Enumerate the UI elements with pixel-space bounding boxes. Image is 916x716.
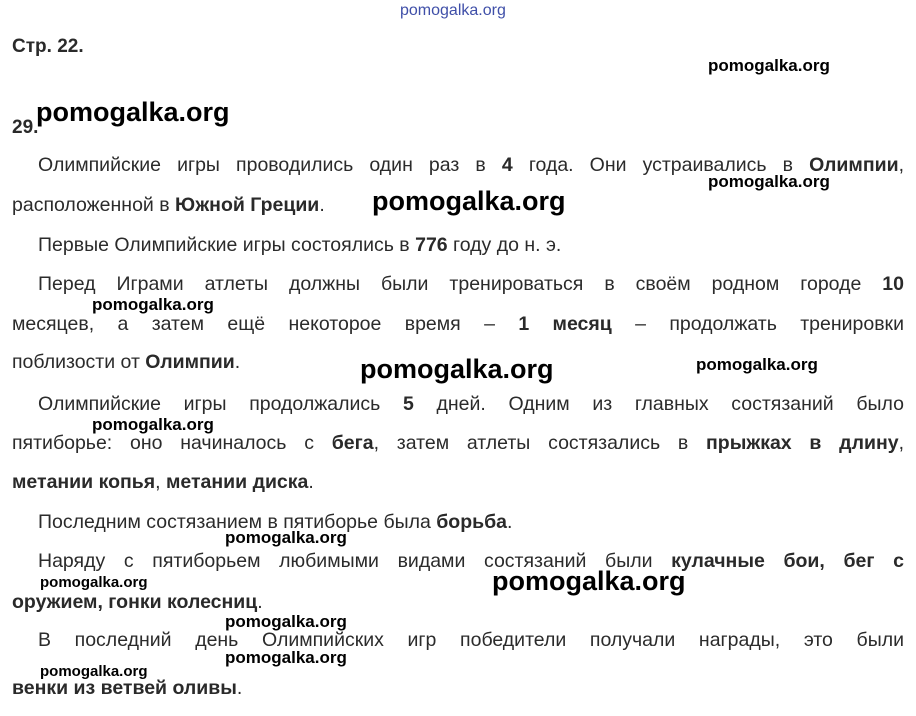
text: года. Они устраивались в bbox=[512, 154, 810, 176]
watermark: pomogalka.org bbox=[708, 56, 830, 75]
text: – продолжать тренировки bbox=[611, 313, 904, 335]
paragraph-4-line-3 bbox=[12, 470, 904, 494]
paragraph-4-line-1 bbox=[12, 392, 904, 416]
paragraph-7-line-2 bbox=[12, 676, 904, 700]
paragraph-7-line-1 bbox=[12, 628, 904, 652]
watermark-large: pomogalka.org bbox=[360, 354, 554, 384]
text: Наряду с пятиборьем любимыми видами состязаний были bbox=[38, 550, 672, 572]
watermark: pomogalka.org bbox=[40, 574, 148, 591]
bold-text: бега bbox=[331, 432, 374, 454]
paragraph-5 bbox=[12, 510, 904, 534]
text: . bbox=[308, 471, 314, 493]
text: Олимпийские игры продолжались bbox=[38, 393, 403, 415]
bold-text: Южной Греции bbox=[175, 194, 320, 216]
paragraph-1-line-2 bbox=[12, 193, 904, 217]
bold-text: 1 месяц bbox=[518, 313, 612, 335]
watermark: pomogalka.org bbox=[40, 663, 148, 680]
text: поблизости от bbox=[12, 351, 146, 373]
paragraph-4-line-2 bbox=[12, 431, 904, 455]
watermark: pomogalka.org bbox=[92, 295, 214, 314]
text: Олимпийские игры проводились один раз в bbox=[38, 154, 502, 176]
bold-text: борьба bbox=[436, 511, 508, 533]
text: , bbox=[898, 154, 904, 176]
bold-text: венки из ветвей оливы bbox=[12, 677, 237, 699]
bold-text: 5 bbox=[402, 393, 414, 415]
text: дней. Одним из главных состязаний было bbox=[413, 393, 905, 415]
text: Последним состязанием в пятиборье была bbox=[38, 511, 437, 533]
paragraph-1-line-1 bbox=[12, 153, 904, 177]
paragraph-6-line-1 bbox=[12, 549, 904, 573]
watermark: pomogalka.org bbox=[225, 648, 347, 667]
paragraph-2 bbox=[12, 233, 904, 257]
text: году до н. э. bbox=[447, 234, 562, 256]
text: месяцев, а затем ещё некоторое время – bbox=[12, 313, 519, 335]
text: . bbox=[236, 677, 243, 699]
text: , bbox=[898, 432, 904, 454]
bold-text: метании диска bbox=[165, 471, 309, 493]
text: . bbox=[507, 511, 513, 533]
watermark-large: pomogalka.org bbox=[36, 97, 230, 127]
paragraph-3-line-3 bbox=[12, 350, 904, 374]
text: В последний день Олимпийских игр победители получали награды, это были bbox=[38, 629, 904, 651]
text: . bbox=[319, 194, 325, 216]
page-heading: Стр. 22. bbox=[12, 36, 84, 57]
watermark: pomogalka.org bbox=[696, 355, 818, 374]
text: . bbox=[257, 591, 263, 613]
task-number: 29. bbox=[12, 117, 39, 138]
bold-text: прыжках в длину bbox=[706, 432, 899, 454]
watermark-large: pomogalka.org bbox=[492, 566, 686, 596]
paragraph-3-line-2 bbox=[12, 312, 904, 336]
watermark: pomogalka.org bbox=[708, 172, 830, 191]
paragraph-3-line-1 bbox=[12, 272, 904, 296]
text: Первые Олимпийские игры состоялись в bbox=[38, 234, 416, 256]
text: пятиборье: оно начиналось с bbox=[12, 432, 332, 454]
bold-text: Олимпии bbox=[809, 154, 899, 176]
bold-text: метании копья bbox=[12, 471, 156, 493]
watermark: pomogalka.org bbox=[225, 612, 347, 631]
watermark-top: pomogalka.org bbox=[400, 2, 506, 19]
text: расположенной в bbox=[12, 194, 175, 216]
text: Перед Играми атлеты должны были тренироваться в своём родном городе bbox=[38, 273, 883, 295]
text: . bbox=[234, 351, 241, 373]
watermark-large: pomogalka.org bbox=[372, 186, 566, 216]
text: , bbox=[155, 471, 166, 493]
bold-text: кулачные бои, бег с bbox=[671, 550, 904, 572]
watermark: pomogalka.org bbox=[92, 415, 214, 434]
bold-text: Олимпии bbox=[145, 351, 235, 373]
paragraph-6-line-2 bbox=[12, 590, 904, 614]
bold-text: оружием, гонки колесниц bbox=[12, 591, 258, 613]
text: , затем атлеты состязались в bbox=[373, 432, 707, 454]
bold-text: 4 bbox=[501, 154, 513, 176]
bold-text: 776 bbox=[415, 234, 448, 256]
bold-text: 10 bbox=[882, 273, 904, 295]
watermark: pomogalka.org bbox=[225, 528, 347, 547]
